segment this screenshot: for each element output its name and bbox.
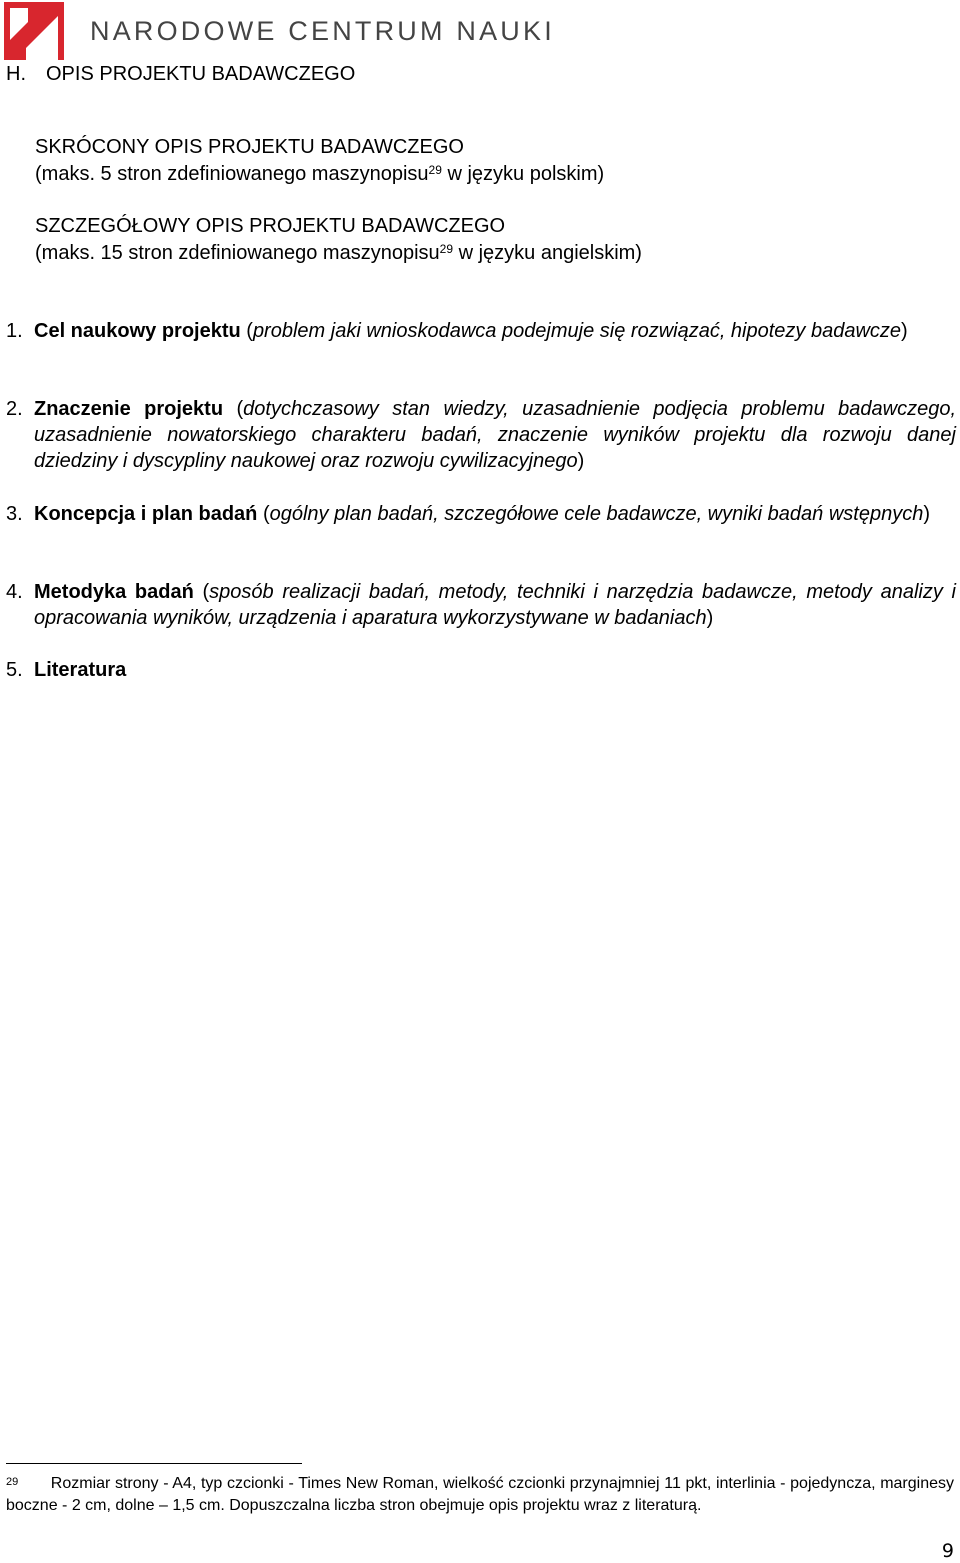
item-label: Znaczenie projektu — [34, 398, 224, 420]
footnote-separator — [6, 1463, 302, 1464]
footnote-ref[interactable]: 29 — [439, 242, 454, 256]
section-title-text: OPIS PROJEKTU BADAWCZEGO — [46, 63, 356, 85]
detailed-description-title: SZCZEGÓŁOWY OPIS PROJEKTU BADAWCZEGO — [35, 215, 506, 237]
list-item — [6, 657, 956, 683]
item-label: Metodyka badań — [34, 581, 194, 603]
item-paren-open: ( — [240, 320, 253, 342]
item-description: dotychczasowy stan wiedzy, uzasadnienie podjęcia problemu badawczego, uzasadnienie nowatorskiego charakteru badań, znaczenie wyników projektu dla rozwoju danej dziedziny i dyscypliny naukowej oraz rozwoju cywilizacyjnego — [34, 398, 957, 472]
footnote-ref[interactable]: 29 — [428, 163, 442, 177]
item-paren-close: ) — [577, 450, 585, 472]
list-item — [6, 579, 956, 631]
detailed-limit-lang: w języku angielskim) — [453, 242, 642, 264]
item-label: Cel naukowy projektu — [34, 320, 241, 342]
footnote-mark: 29 — [6, 1476, 19, 1488]
org-name: NARODOWE CENTRUM NAUKI — [90, 16, 555, 46]
short-description — [35, 134, 604, 188]
short-description-title: SKRÓCONY OPIS PROJEKTU BADAWCZEGO — [35, 136, 464, 158]
item-number: 1. — [6, 320, 23, 342]
detailed-description — [35, 213, 642, 267]
list-item — [6, 318, 956, 344]
short-limit-text: (maks. 5 stron zdefiniowanego maszynopisu — [35, 163, 429, 185]
item-label: Literatura — [34, 659, 127, 681]
list-item — [6, 501, 956, 527]
item-paren-open: ( — [193, 581, 210, 603]
item-number: 5. — [6, 659, 23, 681]
item-number: 2. — [6, 398, 23, 420]
section-number: H. — [6, 63, 26, 85]
item-number: 4. — [6, 581, 23, 603]
item-paren-close: ) — [923, 503, 931, 525]
short-limit-lang: w języku polskim) — [441, 163, 605, 185]
footnote-text: Rozmiar strony - A4, typ czcionki - Times New Roman, wielkość czcionki przynajmniej 11 pkt, interlinia - pojedyncza, marginesy boczne - 2 cm, dolne – 1,5 cm. Dopuszczalna liczba stron obejmuje opis projektu wraz z literaturą. — [6, 1475, 954, 1514]
item-number: 3. — [6, 503, 23, 525]
item-paren-close: ) — [901, 320, 908, 342]
item-description: sposób realizacji badań, metody, techniki i narzędzia badawcze, metody analizy i opracowania wyników, urządzenia i aparatura wykorzystywane w badaniach — [34, 581, 956, 629]
short-description-limit — [35, 161, 604, 188]
item-paren-open: ( — [223, 398, 244, 420]
ncn-logo — [4, 2, 64, 60]
item-paren-close: ) — [706, 607, 714, 629]
list-item — [6, 396, 956, 474]
item-paren-open: ( — [257, 503, 270, 525]
item-description: ogólny plan badań, szczegółowe cele badawcze, wyniki badań wstępnych — [269, 503, 924, 525]
page-number: 9 — [941, 1540, 954, 1562]
item-description: problem jaki wnioskodawca podejmuje się rozwiązać, hipotezy badawcze — [252, 320, 902, 342]
item-label: Koncepcja i plan badań — [34, 503, 258, 525]
footnote — [6, 1473, 954, 1517]
detailed-description-limit — [35, 240, 642, 267]
detailed-limit-text: (maks. 15 stron zdefiniowanego maszynopisu — [35, 242, 440, 264]
section-title — [6, 63, 355, 86]
